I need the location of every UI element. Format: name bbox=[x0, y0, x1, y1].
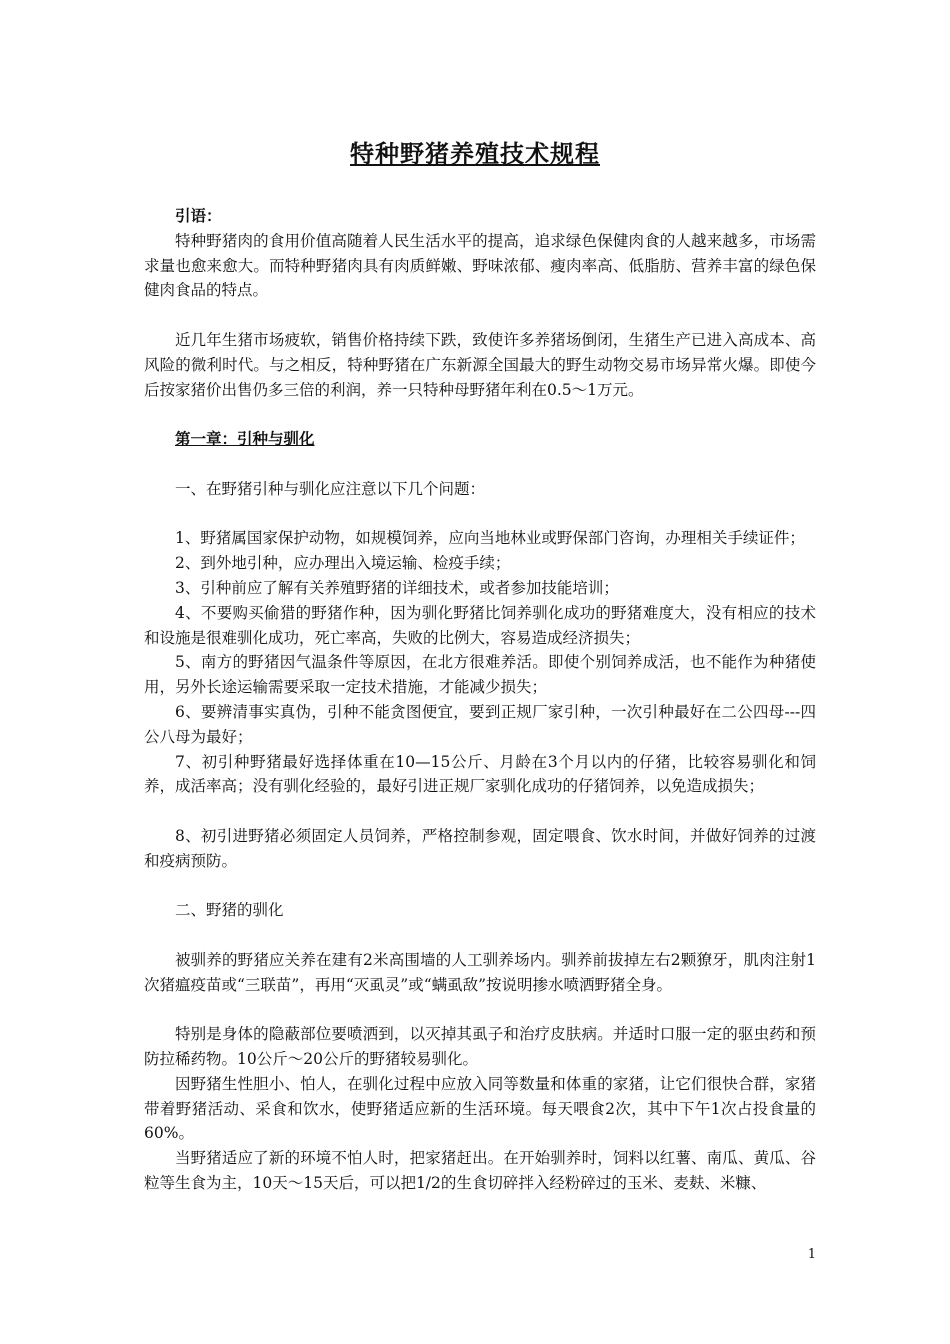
section2-paragraph-2: 特别是身体的隐蔽部位要喷洒到，以灭掉其虱子和治疗皮肤病。并适时口服一定的驱虫药和预防拉稀药物。10公斤～20公斤的野猪较易驯化。 bbox=[144, 1025, 816, 1069]
intro-heading: 引语： bbox=[175, 206, 222, 225]
section-heading-1: 一、在野猪引种与驯化应注意以下几个问题： bbox=[175, 479, 486, 498]
list-item-5: 5、南方的野猪因气温条件等原因，在北方很难养活。即使个别饲养成活，也不能作为种猪使用，另外长途运输需要采取一定技术措施，才能减少损失； bbox=[144, 653, 816, 697]
chapter-heading bbox=[144, 427, 816, 452]
section2-paragraph-1: 被驯养的野猪应关养在建有2米高围墙的人工驯养场内。驯养前拔掉左右2颗獠牙，肌肉注射1次猪瘟疫苗或“三联苗”，再用“灭虱灵”或“螨虱敌”按说明掺水喷洒野猪全身。 bbox=[144, 950, 816, 994]
section2-paragraph-4: 当野猪适应了新的环境不怕人时，把家猪赶出。在开始驯养时，饲料以红薯、南瓜、黄瓜、谷粒等生食为主，10天～15天后，可以把1/2的生食切碎拌入经粉碎过的玉米、麦麸、米糠、 bbox=[144, 1149, 816, 1193]
chapter-heading-text: 第一章：引种与驯化 bbox=[175, 429, 315, 449]
section-heading-2: 二、野猪的驯化 bbox=[175, 901, 284, 920]
list-item-3: 3、引种前应了解有关养殖野猪的详细技术，或者参加技能培训； bbox=[175, 578, 619, 597]
page-number: 1 bbox=[807, 1247, 816, 1262]
document-title: 特种野猪养殖技术规程 bbox=[350, 139, 600, 168]
section2-paragraph-3: 因野猪生性胆小、怕人，在驯化过程中应放入同等数量和体重的家猪，让它们很快合群，家猪带着野猪活动、采食和饮水，使野猪适应新的生活环境。每天喂食2次，其中下午1次占投食量的60%。 bbox=[144, 1074, 816, 1143]
intro-paragraph-1: 特种野猪肉的食用价值高随着人民生活水平的提高，追求绿色保健肉食的人越来越多，市场需求量也愈来愈大。而特种野猪肉具有肉质鲜嫩、野味浓郁、瘦肉率高、低脂肪、营养丰富的绿色保健肉食品的特点。 bbox=[144, 231, 816, 300]
list-item-6: 6、要辨清事实真伪，引种不能贪图便宜，要到正规厂家引种，一次引种最好在二公四母---四公八母为最好； bbox=[144, 702, 816, 746]
list-item-8: 8、初引进野猪必须固定人员饲养，严格控制参观，固定喂食、饮水时间，并做好饲养的过渡和疫病预防。 bbox=[144, 826, 816, 870]
intro-paragraph-2: 近几年生猪市场疲软，销售价格持续下跌，致使许多养猪场倒闭，生猪生产已进入高成本、高风险的微利时代。与之相反，特种野猪在广东新源全国最大的野生动物交易市场异常火爆。即使今后按家猪价出售仍多三倍的利润，养一只特种母野猪年利在0.5～1万元。 bbox=[144, 330, 816, 399]
list-item-7: 7、初引种野猪最好选择体重在10—15公斤、月龄在3个月以内的仔猪，比较容易驯化和饲养，成活率高；没有驯化经验的，最好引进正规厂家驯化成功的仔猪饲养，以免造成损失； bbox=[144, 752, 816, 796]
list-item-2: 2、到外地引种，应办理出入境运输、检疫手续； bbox=[175, 554, 511, 573]
list-item-4: 4、不要购买偷猎的野猪作种，因为驯化野猪比饲养驯化成功的野猪难度大，没有相应的技术和设施是很难驯化成功，死亡率高，失败的比例大，容易造成经济损失； bbox=[144, 603, 816, 647]
document-body bbox=[144, 204, 816, 1196]
list-item-1: 1、野猪属国家保护动物，如规模饲养，应向当地林业或野保部门咨询，办理相关手续证件； bbox=[175, 529, 805, 548]
